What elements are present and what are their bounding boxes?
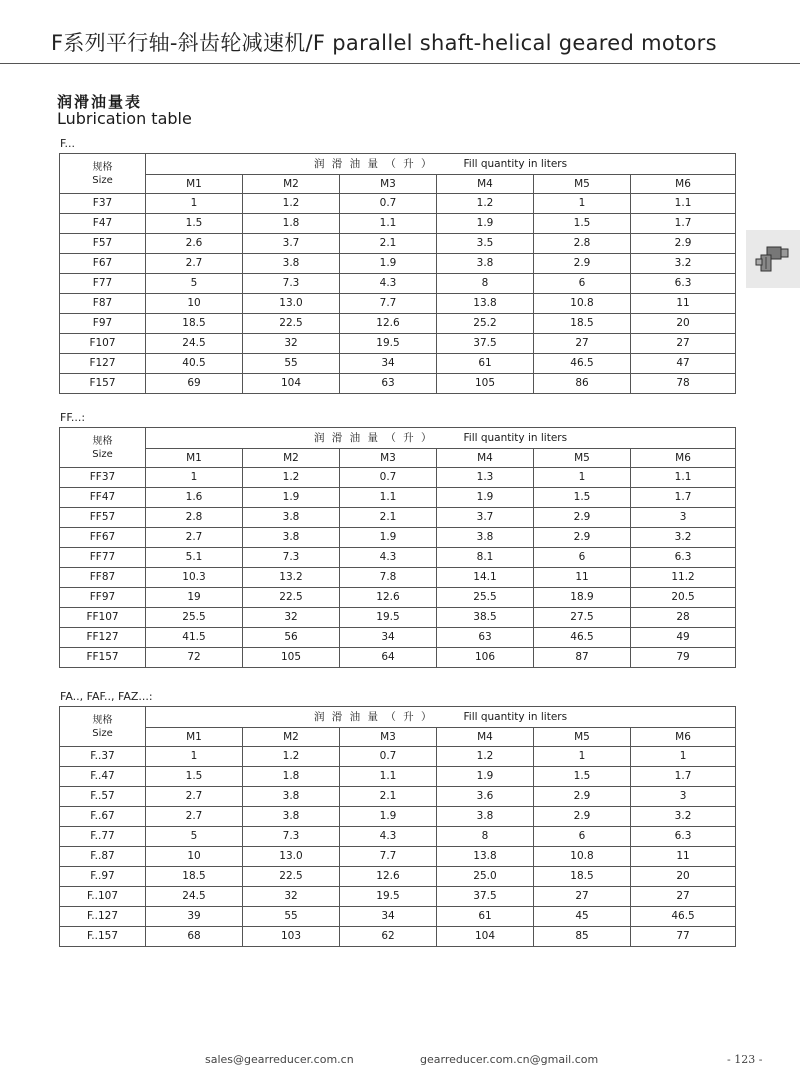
table-row [60,214,736,234]
table-row [60,528,736,548]
quantity-cell: 1.7 [631,214,736,234]
quantity-cell: 10 [146,847,243,867]
quantity-cell: 13.2 [243,568,340,588]
size-cell: FF47 [60,488,146,508]
quantity-cell: 3.8 [437,254,534,274]
table-row [60,374,736,394]
quantity-cell: 6 [534,827,631,847]
gear-motor-icon [754,243,790,275]
table-row [60,867,736,887]
quantity-cell: 32 [243,334,340,354]
quantity-cell: 1.5 [534,767,631,787]
size-cell: FF157 [60,648,146,668]
quantity-cell: 2.7 [146,254,243,274]
mounting-position-header: M4 [437,449,534,468]
quantity-cell: 13.8 [437,294,534,314]
quantity-cell: 1 [534,468,631,488]
quantity-cell: 46.5 [534,628,631,648]
size-header-en: Size [92,727,113,739]
size-cell: F..107 [60,887,146,907]
header-divider [0,63,800,64]
size-cell: F..57 [60,787,146,807]
fill-header-en: Fill quantity in liters [463,158,568,170]
size-header-en: Size [92,448,113,460]
quantity-cell: 1.1 [340,488,437,508]
quantity-cell: 3.2 [631,807,736,827]
table-row [60,354,736,374]
quantity-cell: 1 [146,747,243,767]
quantity-cell: 1.8 [243,214,340,234]
table-row [60,628,736,648]
size-cell: FF97 [60,588,146,608]
table-row [60,827,736,847]
table-row [60,468,736,488]
quantity-cell: 25.5 [437,588,534,608]
quantity-cell: 1.6 [146,488,243,508]
footer-email[interactable]: sales@gearreducer.com.cn [205,1053,354,1066]
quantity-cell: 1.7 [631,767,736,787]
quantity-cell: 1.2 [437,747,534,767]
size-cell: FF37 [60,468,146,488]
quantity-cell: 19.5 [340,608,437,628]
fill-quantity-header [146,428,736,449]
quantity-cell: 10 [146,294,243,314]
quantity-cell: 3.8 [243,508,340,528]
table-row [60,568,736,588]
quantity-cell: 18.5 [146,314,243,334]
quantity-cell: 6.3 [631,548,736,568]
quantity-cell: 19.5 [340,887,437,907]
quantity-cell: 63 [437,628,534,648]
quantity-cell: 45 [534,907,631,927]
quantity-cell: 7.7 [340,847,437,867]
footer-gmail[interactable]: gearreducer.com.cn@gmail.com [420,1053,599,1066]
quantity-cell: 20 [631,867,736,887]
table-row [60,767,736,787]
quantity-cell: 11.2 [631,568,736,588]
size-cell: F97 [60,314,146,334]
size-cell: F37 [60,194,146,214]
size-cell: FF87 [60,568,146,588]
quantity-cell: 34 [340,907,437,927]
table-row [60,294,736,314]
quantity-cell: 3.8 [243,807,340,827]
quantity-cell: 10.3 [146,568,243,588]
table-f-label: F... [60,137,76,150]
table-row [60,194,736,214]
quantity-cell: 3.8 [437,528,534,548]
quantity-cell: 3.6 [437,787,534,807]
quantity-cell: 3.8 [437,807,534,827]
table-row [60,648,736,668]
quantity-cell: 1.2 [437,194,534,214]
lubrication-table-f [59,153,736,394]
quantity-cell: 22.5 [243,588,340,608]
mounting-position-header: M5 [534,728,631,747]
mounting-position-header: M6 [631,728,736,747]
quantity-cell: 1.5 [534,214,631,234]
quantity-cell: 62 [340,927,437,947]
size-cell: F127 [60,354,146,374]
mounting-position-header: M2 [243,175,340,194]
quantity-cell: 1.9 [340,254,437,274]
table-row [60,488,736,508]
quantity-cell: 24.5 [146,334,243,354]
mounting-position-header: M6 [631,175,736,194]
quantity-cell: 64 [340,648,437,668]
quantity-cell: 7.3 [243,827,340,847]
quantity-cell: 1.8 [243,767,340,787]
quantity-cell: 2.9 [534,787,631,807]
quantity-cell: 25.2 [437,314,534,334]
quantity-cell: 12.6 [340,588,437,608]
mounting-position-header: M4 [437,728,534,747]
quantity-cell: 12.6 [340,867,437,887]
size-header [60,154,146,194]
quantity-cell: 105 [243,648,340,668]
size-cell: F67 [60,254,146,274]
quantity-cell: 7.7 [340,294,437,314]
quantity-cell: 103 [243,927,340,947]
size-header-en: Size [92,174,113,186]
quantity-cell: 3.7 [243,234,340,254]
size-cell: F..97 [60,867,146,887]
quantity-cell: 1.9 [437,214,534,234]
quantity-cell: 1.1 [340,214,437,234]
fill-header-cn: 润 滑 油 量 （ 升 ） [313,711,434,723]
quantity-cell: 105 [437,374,534,394]
quantity-cell: 3.8 [243,528,340,548]
quantity-cell: 6 [534,548,631,568]
quantity-cell: 5 [146,827,243,847]
quantity-cell: 104 [243,374,340,394]
quantity-cell: 27.5 [534,608,631,628]
size-cell: FF127 [60,628,146,648]
table-row [60,608,736,628]
table-row [60,807,736,827]
quantity-cell: 3.2 [631,528,736,548]
size-cell: F77 [60,274,146,294]
table-row [60,334,736,354]
fill-header-cn: 润 滑 油 量 （ 升 ） [313,432,434,444]
fill-header-en: Fill quantity in liters [463,432,568,444]
mounting-position-header: M3 [340,449,437,468]
table-fa-label: FA.., FAF.., FAZ...: [60,690,153,703]
size-header [60,428,146,468]
quantity-cell: 34 [340,628,437,648]
quantity-cell: 2.8 [534,234,631,254]
quantity-cell: 1.5 [146,214,243,234]
quantity-cell: 1.5 [534,488,631,508]
table-row [60,314,736,334]
quantity-cell: 3 [631,787,736,807]
quantity-cell: 12.6 [340,314,437,334]
table-row [60,234,736,254]
quantity-cell: 86 [534,374,631,394]
fill-quantity-header [146,154,736,175]
quantity-cell: 20.5 [631,588,736,608]
quantity-cell: 1.9 [340,528,437,548]
quantity-cell: 39 [146,907,243,927]
quantity-cell: 2.7 [146,528,243,548]
page-header-title: F系列平行轴-斜齿轮减速机/F parallel shaft-helical geared motors [51,31,717,55]
quantity-cell: 13.8 [437,847,534,867]
quantity-cell: 18.5 [146,867,243,887]
quantity-cell: 0.7 [340,468,437,488]
quantity-cell: 19.5 [340,334,437,354]
mounting-position-header: M2 [243,728,340,747]
quantity-cell: 2.1 [340,234,437,254]
quantity-cell: 61 [437,354,534,374]
quantity-cell: 7.3 [243,548,340,568]
quantity-cell: 25.0 [437,867,534,887]
size-cell: FF67 [60,528,146,548]
table-row [60,588,736,608]
quantity-cell: 56 [243,628,340,648]
mounting-position-header: M1 [146,449,243,468]
quantity-cell: 1.1 [340,767,437,787]
page-number: - 123 - [727,1053,763,1066]
quantity-cell: 55 [243,907,340,927]
quantity-cell: 4.3 [340,274,437,294]
quantity-cell: 27 [631,887,736,907]
quantity-cell: 1.2 [243,468,340,488]
quantity-cell: 1.9 [340,807,437,827]
section-title-en: Lubrication table [57,109,192,128]
quantity-cell: 104 [437,927,534,947]
quantity-cell: 19 [146,588,243,608]
quantity-cell: 10.8 [534,294,631,314]
mounting-position-header: M4 [437,175,534,194]
table-row [60,887,736,907]
quantity-cell: 2.9 [534,254,631,274]
mounting-position-header: M6 [631,449,736,468]
section-title-cn: 润滑油量表 [57,93,143,111]
quantity-cell: 1.2 [243,747,340,767]
table-row [60,787,736,807]
mounting-position-header: M3 [340,728,437,747]
quantity-cell: 6.3 [631,274,736,294]
quantity-cell: 1.3 [437,468,534,488]
fill-header-cn: 润 滑 油 量 （ 升 ） [313,158,434,170]
quantity-cell: 5.1 [146,548,243,568]
quantity-cell: 2.9 [534,528,631,548]
quantity-cell: 1.2 [243,194,340,214]
quantity-cell: 11 [631,294,736,314]
size-cell: F..157 [60,927,146,947]
quantity-cell: 1 [146,194,243,214]
size-cell: F..87 [60,847,146,867]
mounting-position-header: M1 [146,175,243,194]
quantity-cell: 55 [243,354,340,374]
quantity-cell: 85 [534,927,631,947]
quantity-cell: 1 [146,468,243,488]
quantity-cell: 18.9 [534,588,631,608]
quantity-cell: 18.5 [534,314,631,334]
size-cell: F57 [60,234,146,254]
quantity-cell: 106 [437,648,534,668]
table-row [60,548,736,568]
size-header-cn: 规格 [92,161,113,173]
quantity-cell: 3.2 [631,254,736,274]
quantity-cell: 1.1 [631,194,736,214]
quantity-cell: 1.9 [437,767,534,787]
quantity-cell: 27 [534,887,631,907]
quantity-cell: 1 [534,194,631,214]
mounting-position-header: M5 [534,449,631,468]
quantity-cell: 0.7 [340,194,437,214]
quantity-cell: 49 [631,628,736,648]
mounting-position-header: M1 [146,728,243,747]
mounting-position-header: M3 [340,175,437,194]
quantity-cell: 4.3 [340,827,437,847]
table-row [60,254,736,274]
size-cell: F..77 [60,827,146,847]
quantity-cell: 3.8 [243,787,340,807]
quantity-cell: 6 [534,274,631,294]
table-row [60,927,736,947]
quantity-cell: 79 [631,648,736,668]
quantity-cell: 37.5 [437,887,534,907]
size-cell: F..47 [60,767,146,787]
quantity-cell: 8 [437,827,534,847]
size-cell: F47 [60,214,146,234]
quantity-cell: 27 [534,334,631,354]
quantity-cell: 2.7 [146,787,243,807]
quantity-cell: 22.5 [243,867,340,887]
quantity-cell: 87 [534,648,631,668]
quantity-cell: 20 [631,314,736,334]
quantity-cell: 32 [243,608,340,628]
quantity-cell: 0.7 [340,747,437,767]
quantity-cell: 1 [631,747,736,767]
quantity-cell: 37.5 [437,334,534,354]
quantity-cell: 4.3 [340,548,437,568]
quantity-cell: 11 [534,568,631,588]
size-cell: F..127 [60,907,146,927]
size-header-cn: 规格 [92,435,113,447]
table-row [60,274,736,294]
size-header [60,707,146,747]
quantity-cell: 27 [631,334,736,354]
quantity-cell: 1.5 [146,767,243,787]
quantity-cell: 46.5 [631,907,736,927]
quantity-cell: 46.5 [534,354,631,374]
quantity-cell: 3.8 [243,254,340,274]
table-row [60,747,736,767]
quantity-cell: 2.9 [631,234,736,254]
quantity-cell: 38.5 [437,608,534,628]
quantity-cell: 2.1 [340,787,437,807]
quantity-cell: 28 [631,608,736,628]
size-cell: F157 [60,374,146,394]
chapter-side-tab[interactable] [746,230,800,288]
table-ff-label: FF...: [60,411,86,424]
quantity-cell: 2.6 [146,234,243,254]
quantity-cell: 78 [631,374,736,394]
quantity-cell: 25.5 [146,608,243,628]
quantity-cell: 1.1 [631,468,736,488]
quantity-cell: 2.8 [146,508,243,528]
quantity-cell: 2.1 [340,508,437,528]
table-row [60,508,736,528]
quantity-cell: 2.9 [534,807,631,827]
size-cell: F87 [60,294,146,314]
quantity-cell: 1.9 [437,488,534,508]
quantity-cell: 6.3 [631,827,736,847]
quantity-cell: 32 [243,887,340,907]
quantity-cell: 8 [437,274,534,294]
quantity-cell: 8.1 [437,548,534,568]
table-row [60,847,736,867]
quantity-cell: 3.7 [437,508,534,528]
mounting-position-header: M5 [534,175,631,194]
quantity-cell: 1.9 [243,488,340,508]
size-header-cn: 规格 [92,714,113,726]
quantity-cell: 1.7 [631,488,736,508]
size-cell: F..37 [60,747,146,767]
size-cell: FF107 [60,608,146,628]
mounting-position-header: M2 [243,449,340,468]
quantity-cell: 2.9 [534,508,631,528]
lubrication-table-ff [59,427,736,668]
quantity-cell: 7.3 [243,274,340,294]
quantity-cell: 72 [146,648,243,668]
quantity-cell: 77 [631,927,736,947]
fill-header-en: Fill quantity in liters [463,711,568,723]
quantity-cell: 10.8 [534,847,631,867]
quantity-cell: 69 [146,374,243,394]
quantity-cell: 47 [631,354,736,374]
fill-quantity-header [146,707,736,728]
table-row [60,907,736,927]
size-cell: FF77 [60,548,146,568]
quantity-cell: 68 [146,927,243,947]
size-cell: FF57 [60,508,146,528]
quantity-cell: 2.7 [146,807,243,827]
quantity-cell: 13.0 [243,847,340,867]
quantity-cell: 40.5 [146,354,243,374]
quantity-cell: 18.5 [534,867,631,887]
quantity-cell: 63 [340,374,437,394]
quantity-cell: 1 [534,747,631,767]
quantity-cell: 14.1 [437,568,534,588]
quantity-cell: 11 [631,847,736,867]
quantity-cell: 3.5 [437,234,534,254]
size-cell: F..67 [60,807,146,827]
quantity-cell: 5 [146,274,243,294]
quantity-cell: 61 [437,907,534,927]
quantity-cell: 41.5 [146,628,243,648]
quantity-cell: 13.0 [243,294,340,314]
quantity-cell: 34 [340,354,437,374]
quantity-cell: 22.5 [243,314,340,334]
size-cell: F107 [60,334,146,354]
lubrication-table-fa [59,706,736,947]
quantity-cell: 7.8 [340,568,437,588]
quantity-cell: 24.5 [146,887,243,907]
quantity-cell: 3 [631,508,736,528]
